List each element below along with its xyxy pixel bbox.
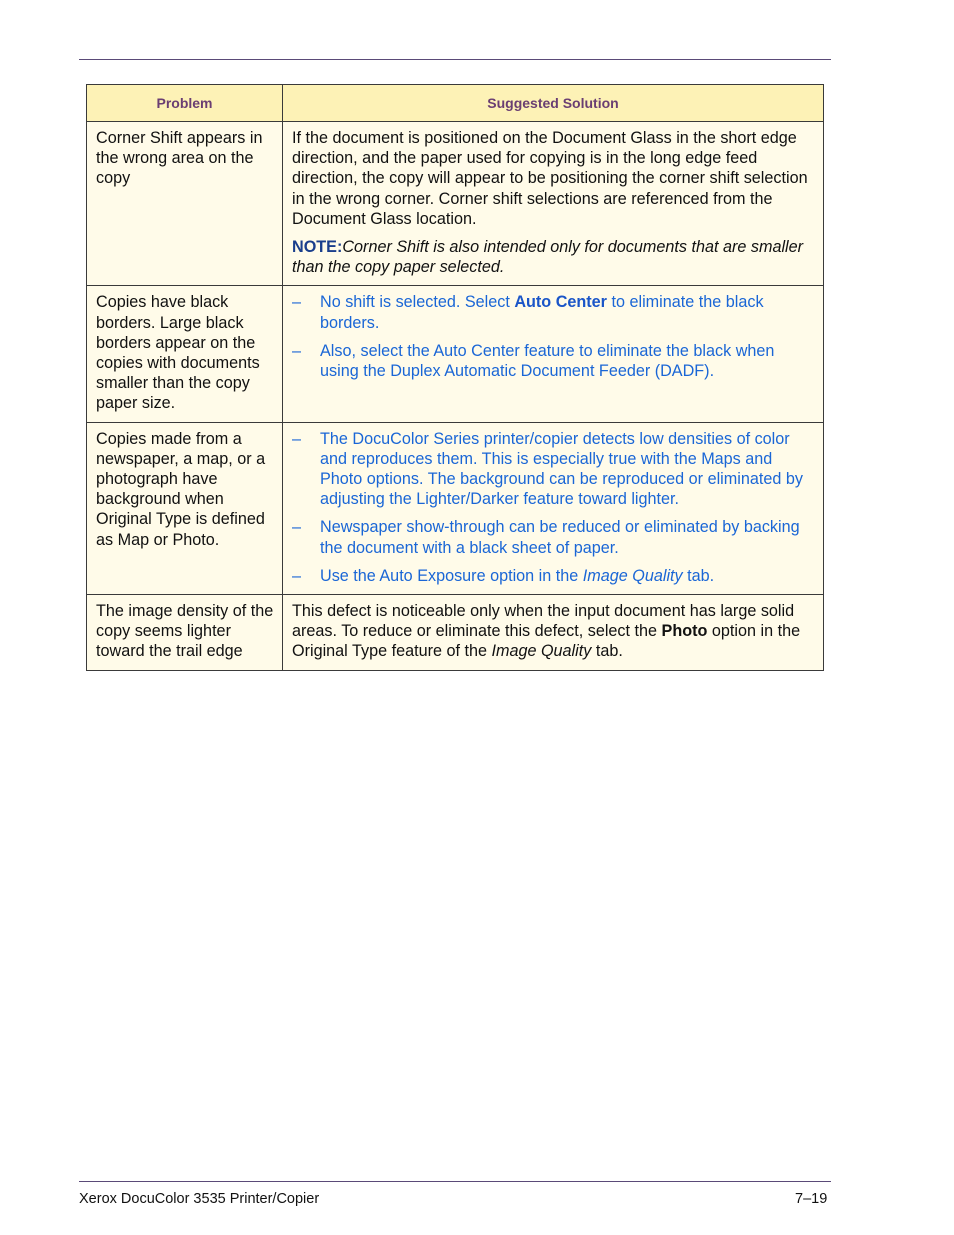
dash-bullet: – — [292, 429, 302, 448]
list-item-text: to eliminate the black borders. — [320, 293, 764, 332]
table-row — [87, 422, 824, 594]
solution-cell — [283, 595, 824, 671]
note-text: Corner Shift is also intended only for documents that are smaller than the copy paper selected. — [292, 238, 804, 277]
note-label: NOTE: — [292, 238, 343, 257]
image-quality-term: Image Quality — [582, 566, 683, 585]
problem-cell: The image density of the copy seems lighter toward the trail edge — [87, 595, 283, 671]
list-item-text: tab. — [682, 566, 715, 585]
list-item — [292, 566, 815, 586]
table-header-row — [87, 85, 824, 122]
list-item-text: No shift is selected. Select — [320, 293, 515, 312]
note — [292, 237, 815, 277]
table-row — [87, 122, 824, 286]
solution-cell — [283, 422, 824, 594]
dash-bullet: – — [292, 566, 302, 585]
list-item-text: The DocuColor Series printer/copier detects low densities of color and reproduces them. This is especially true with the Maps and Photo options. The background can be reproduced or eliminated by adjusting the Lighter/Darker feature toward lighter. — [320, 429, 803, 509]
footer-rule — [79, 1181, 831, 1182]
auto-center-term: Auto Center — [514, 293, 607, 312]
problem-cell: Copies made from a newspaper, a map, or a photograph have background when Original Type is defined as Map or Photo. — [87, 422, 283, 594]
dash-bullet: – — [292, 518, 302, 537]
solution-cell — [283, 286, 824, 422]
table-row — [87, 286, 824, 422]
troubleshooting-table — [86, 84, 824, 671]
table-row — [87, 595, 824, 671]
solution-list — [292, 292, 815, 381]
column-header-solution: Suggested Solution — [283, 85, 824, 122]
header-rule — [79, 59, 831, 60]
dash-bullet: – — [292, 293, 302, 312]
photo-term: Photo — [661, 622, 708, 641]
list-item-text: Newspaper show-through can be reduced or eliminated by backing the document with a black sheet of paper. — [320, 518, 800, 557]
solution-list — [292, 429, 815, 586]
solution-text-part: This defect is noticeable only when the input document has large solid areas. To reduce or eliminate this defect, select the — [292, 602, 795, 641]
solution-text — [292, 601, 815, 662]
list-item — [292, 292, 815, 332]
solution-cell — [283, 122, 824, 286]
solution-text-part: tab. — [591, 642, 623, 661]
problem-cell: Corner Shift appears in the wrong area on the copy — [87, 122, 283, 286]
image-quality-term: Image Quality — [491, 642, 592, 661]
page-number: 7–19 — [795, 1191, 828, 1207]
problem-cell: Copies have black borders. Large black borders appear on the copies with documents smaller than the copy paper size. — [87, 286, 283, 422]
dash-bullet: – — [292, 341, 302, 360]
list-item — [292, 517, 815, 557]
footer-product-name: Xerox DocuColor 3535 Printer/Copier — [79, 1191, 320, 1207]
list-item-text: Use the Auto Exposure option in the — [320, 566, 583, 585]
solution-text-part: option in the Original Type feature of the — [292, 622, 801, 661]
column-header-problem: Problem — [87, 85, 283, 122]
list-item-text: Also, select the Auto Center feature to eliminate the black when using the Duplex Automatic Document Feeder (DADF). — [320, 341, 775, 381]
list-item — [292, 341, 815, 381]
solution-text: If the document is positioned on the Document Glass in the short edge direction, and the paper used for copying is in the long edge feed direction, the copy will appear to be positioning the corner shift selection in the wrong corner. Corner shift selections are referenced from the Document Glass location. — [292, 129, 808, 228]
list-item — [292, 429, 815, 510]
